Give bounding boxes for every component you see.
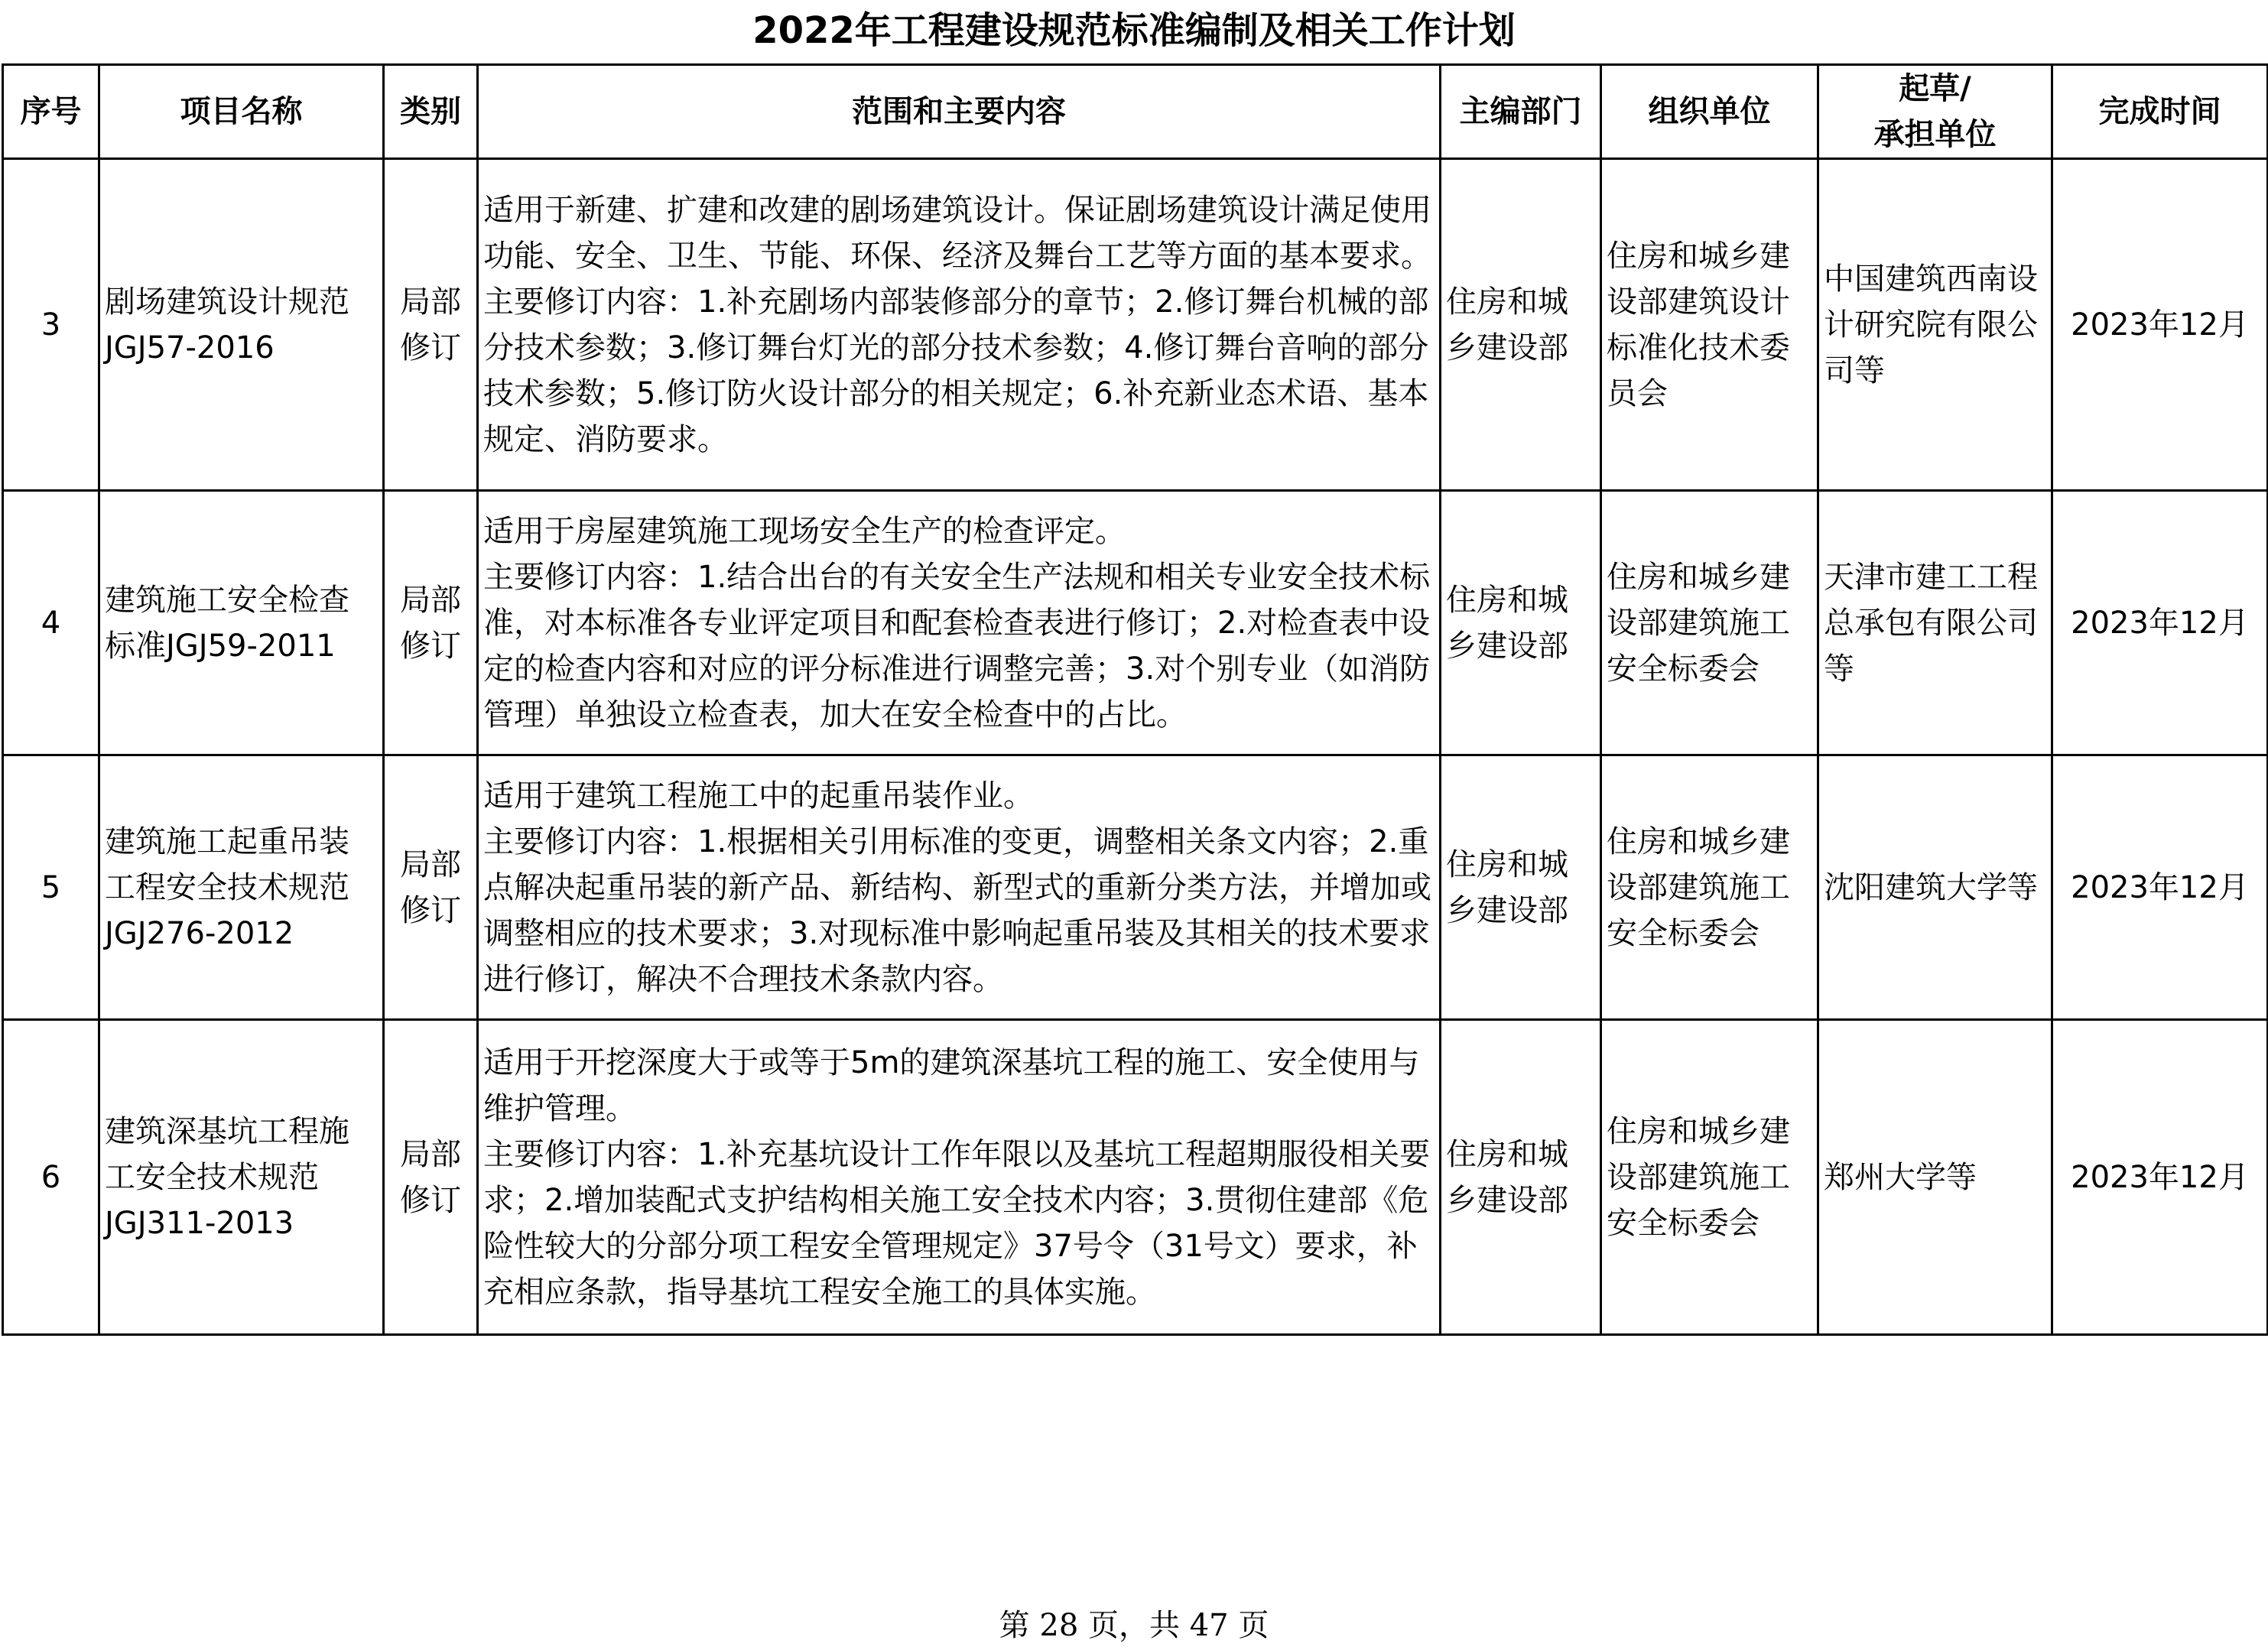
cell-type: 局部修订 [384,159,478,491]
cell-org: 住房和城乡建设部建筑施工安全标委会 [1601,755,1818,1020]
header-name: 项目名称 [99,65,384,159]
cell-num: 5 [3,755,99,1020]
header-unit-line1: 起草/ [1899,71,1971,106]
header-num: 序号 [3,65,99,159]
cell-scope: 适用于开挖深度大于或等于5m的建筑深基坑工程的施工、安全使用与维护管理。 主要修订内容：1.补充基坑设计工作年限以及基坑工程超期服役相关要求；2.增加装配式支护结构相关施工安全技术内容；3.贯彻住建部《危险性较大的分部分项工程安全管理规定》37号令（31号文）要求，补充相应条款，指导基坑工程安全施工的具体实施。 [478,1020,1441,1335]
header-unit [1818,65,2052,159]
cell-unit: 郑州大学等 [1818,1020,2052,1335]
header-dept: 主编部门 [1441,65,1601,159]
cell-name: 剧场建筑设计规范JGJ57-2016 [99,159,384,491]
cell-scope: 适用于建筑工程施工中的起重吊装作业。 主要修订内容：1.根据相关引用标准的变更，调整相关条文内容；2.重点解决起重吊装的新产品、新结构、新型式的重新分类方法，并增加或调整相应的技术要求；3.对现标准中影响起重吊装及其相关的技术要求进行修订，解决不合理技术条款内容。 [478,755,1441,1020]
cell-org: 住房和城乡建设部建筑施工安全标委会 [1601,1020,1818,1335]
table-row [3,755,2268,1020]
cell-time: 2023年12月 [2052,159,2268,491]
header-org: 组织单位 [1601,65,1818,159]
cell-scope: 适用于新建、扩建和改建的剧场建筑设计。保证剧场建筑设计满足使用功能、安全、卫生、节能、环保、经济及舞台工艺等方面的基本要求。 主要修订内容：1.补充剧场内部装修部分的章节；2.修订舞台机械的部分技术参数；3.修订舞台灯光的部分技术参数；4.修订舞台音响的部分技术参数；5.修订防火设计部分的相关规定；6.补充新业态术语、基本规定、消防要求。 [478,159,1441,491]
cell-unit: 天津市建工工程总承包有限公司等 [1818,491,2052,755]
cell-unit: 沈阳建筑大学等 [1818,755,2052,1020]
cell-org: 住房和城乡建设部建筑设计标准化技术委员会 [1601,159,1818,491]
header-row [3,65,2268,159]
cell-name: 建筑施工起重吊装工程安全技术规范JGJ276-2012 [99,755,384,1020]
cell-dept: 住房和城乡建设部 [1441,159,1601,491]
cell-scope: 适用于房屋建筑施工现场安全生产的检查评定。 主要修订内容：1.结合出台的有关安全生产法规和相关专业安全技术标准，对本标准各专业评定项目和配套检查表进行修订；2.对检查表中设定的检查内容和对应的评分标准进行调整完善；3.对个别专业（如消防管理）单独设立检查表，加大在安全检查中的占比。 [478,491,1441,755]
header-type: 类别 [384,65,478,159]
cell-time: 2023年12月 [2052,755,2268,1020]
header-scope: 范围和主要内容 [478,65,1441,159]
cell-num: 6 [3,1020,99,1335]
header-time: 完成时间 [2052,65,2268,159]
cell-type: 局部修订 [384,755,478,1020]
cell-time: 2023年12月 [2052,1020,2268,1335]
cell-num: 4 [3,491,99,755]
page-title: 2022年工程建设规范标准编制及相关工作计划 [752,9,1516,52]
cell-org: 住房和城乡建设部建筑施工安全标委会 [1601,491,1818,755]
table-row [3,1020,2268,1335]
cell-type: 局部修订 [384,1020,478,1335]
cell-time: 2023年12月 [2052,491,2268,755]
cell-unit: 中国建筑西南设计研究院有限公司等 [1818,159,2052,491]
header-unit-line2: 承担单位 [1873,117,1997,152]
cell-dept: 住房和城乡建设部 [1441,1020,1601,1335]
table-row [3,159,2268,491]
cell-num: 3 [3,159,99,491]
cell-dept: 住房和城乡建设部 [1441,491,1601,755]
cell-name: 建筑深基坑工程施工安全技术规范JGJ311-2013 [99,1020,384,1335]
plan-table [2,63,2268,1336]
cell-dept: 住房和城乡建设部 [1441,755,1601,1020]
page-footer: 第 28 页，共 47 页 [999,1608,1269,1643]
cell-type: 局部修订 [384,491,478,755]
cell-name: 建筑施工安全检查标准JGJ59-2011 [99,491,384,755]
table-row [3,491,2268,755]
